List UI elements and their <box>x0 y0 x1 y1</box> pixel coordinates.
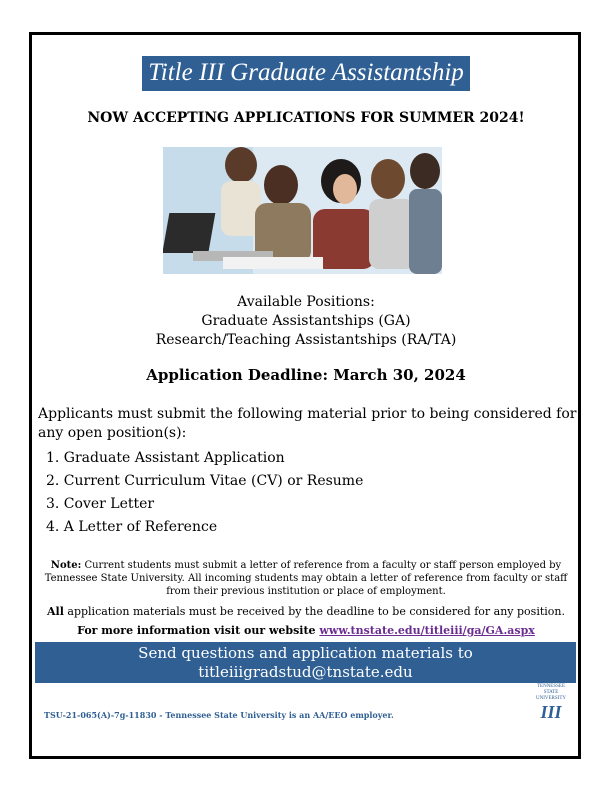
note-label: Note: <box>50 560 82 571</box>
logo-university-text: TENNESSEE STATE UNIVERSITY <box>536 684 566 701</box>
more-info <box>0 624 612 637</box>
website-link[interactable]: www.tnstate.edu/titleiii/ga/GA.aspx <box>319 624 535 637</box>
available-positions <box>0 293 612 350</box>
title-area <box>0 56 612 91</box>
deadline-notice-text: application materials must be received by the deadline to be considered for any position. <box>63 605 565 618</box>
requirements-list <box>46 447 363 539</box>
all-bold: All <box>47 605 64 618</box>
logo-mark: III <box>540 702 562 722</box>
banner-line: Send questions and application materials to <box>138 644 473 662</box>
positions-heading: Available Positions: <box>237 294 375 310</box>
reference-note <box>44 559 568 598</box>
list-item: 3. Cover Letter <box>46 496 155 512</box>
deadline-notice <box>0 605 612 618</box>
page-title: Title III Graduate Assistantship <box>142 56 470 91</box>
photo-illustration <box>163 147 442 274</box>
position-item: Graduate Assistantships (GA) <box>201 313 411 329</box>
contact-banner <box>35 642 576 683</box>
students-at-laptops-photo <box>163 147 442 274</box>
list-item: 1. Graduate Assistant Application <box>46 450 285 466</box>
list-item: 2. Current Curriculum Vitae (CV) or Resume <box>46 473 364 489</box>
more-info-text: For more information visit our website <box>77 624 320 637</box>
contact-email[interactable]: titleiiigradstud@tnstate.edu <box>198 663 413 681</box>
position-item: Research/Teaching Assistantships (RA/TA) <box>155 332 457 348</box>
tsu-title-iii-logo <box>533 684 569 722</box>
application-deadline: Application Deadline: March 30, 2024 <box>146 366 466 384</box>
requirements-intro: Applicants must submit the following material prior to being considered for any open position(s): <box>38 406 577 441</box>
footer-text: TSU-21-065(A)-7g-11830 - Tennessee State University is an AA/EEO employer. <box>44 710 394 720</box>
announcement-heading: NOW ACCEPTING APPLICATIONS FOR SUMMER 2024! <box>87 110 525 126</box>
list-item: 4. A Letter of Reference <box>46 519 218 535</box>
note-text: Current students must submit a letter of reference from a faculty or staff person employed by Tennessee State University. All incoming students may obtain a letter of reference from faculty or staff from their previous institution or place of employment. <box>44 560 568 597</box>
